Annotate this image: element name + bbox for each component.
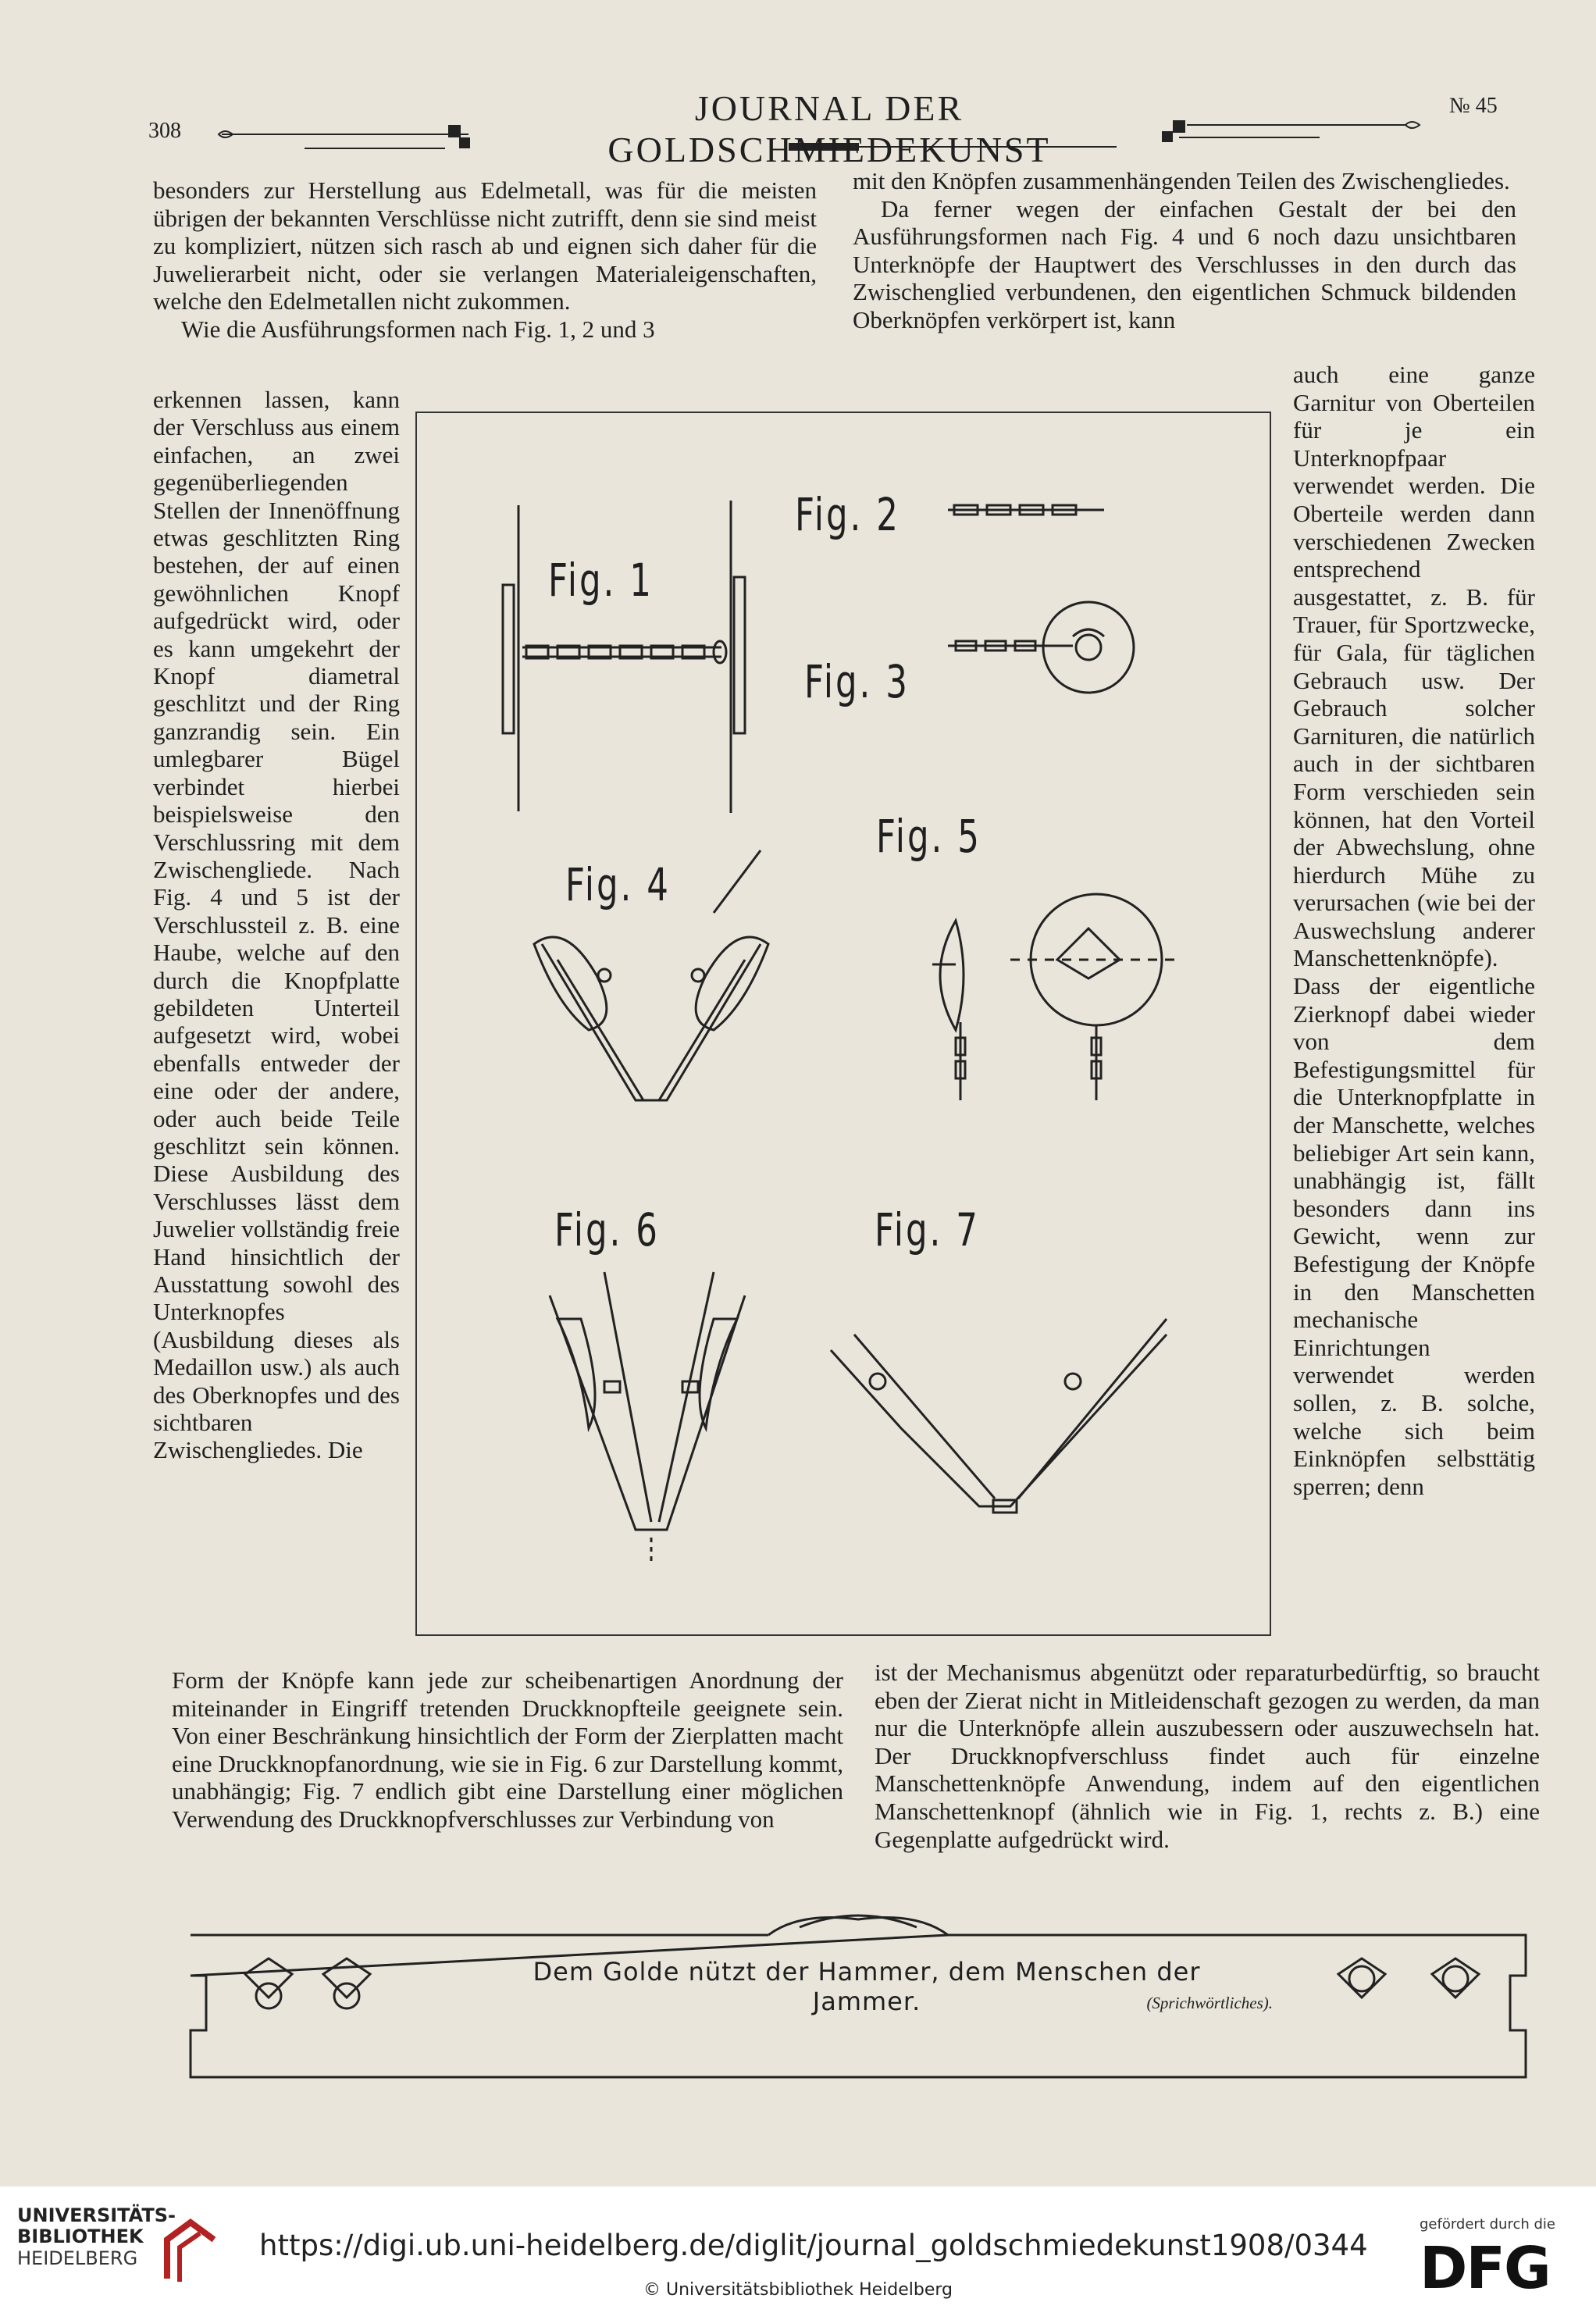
library-name-line1: UNIVERSITÄTS-	[17, 2204, 176, 2226]
paragraph: erkennen lassen, kann der Verschluss aus einem einfachen, an zwei gegenüberliegenden Stellen der Innenöffnung etwas geschlitzten Ring bestehen, der auf einen gewöhnlichen Knopf aufgedrückt wird, oder es kann umgekehrt der Knopf diametral geschlitzt und der Ring ganzrandig sein. Ein umlegbarer Bügel verbindet hierbei beispielsweise den Verschlussring mit dem Zwischengliede. Nach Fig. 4 und 5 ist der Verschlussteil z. B. eine Haube, welche auf den durch die Knopfplatte gebildeten Unterteil aufgesetzt wird, wobei ebenfalls entweder der eine oder der andere, oder auch beide Teile geschlitzt sein können. Diese Ausbildung des Verschlusses lässt dem Juwelier vollständig freie Hand hinsichtlich der Ausstattung sowohl des Unterknopfes (Ausbildung dieses als Medaillon usw.) als auch des Oberknopfes und des sichtbaren Zwischengliedes. Die	[153, 386, 400, 1464]
dfg-logo: DFG	[1420, 2235, 1550, 2302]
right-column-wrap	[1293, 361, 1535, 1500]
paragraph: Form der Knöpfe kann jede zur scheibenartigen Anordnung der miteinander in Eingriff tretenden Druckknopfteile geeignete sein. Von einer Beschränkung hinsichtlich der Form der Zierplatten macht eine Druckknopfanordnung, wie sie in Fig. 6 zur Darstellung kommt, unabhängig; Fig. 7 endlich gibt eine Darstellung einer möglichen Verwendung des Druckknopfverschlusses zur Verbindung von	[172, 1666, 843, 1833]
funded-by-label: gefördert durch die	[1420, 2216, 1555, 2233]
library-logo-icon	[159, 2216, 222, 2286]
motto-source: (Sprichwörtliches).	[1146, 1994, 1273, 2012]
paragraph: Wie die Ausführungsformen nach Fig. 1, 2 und 3	[181, 315, 655, 343]
document-url[interactable]: https://digi.ub.uni-heidelberg.de/diglit/journal_goldschmiedekunst1908/0344	[259, 2229, 1368, 2262]
paragraph: ist der Mechanismus abgenützt oder reparaturbedürftig, so braucht eben der Zierat nicht in Mitleidenschaft gezogen zu werden, da man nur die Unterknöpfe allein auszubessern oder auszuwechseln hat. Der Druckknopfverschluss findet auch für einzelne Manschettenknöpfe Anwendung, indem auf den eigentlichen Manschettenknopf (ähnlich wie in Fig. 1, rechts z. B.) eine Gegenplatte aufgedrückt wird.	[875, 1659, 1540, 1853]
page-number: 308	[148, 119, 181, 143]
journal-title: JOURNAL DER GOLDSCHMIEDEKUNST	[607, 88, 1051, 169]
library-name-line2: BIBLIOTHEK	[17, 2226, 144, 2247]
paragraph: besonders zur Herstellung aus Edelmetall, was für die meisten übrigen der bekannten Verschlüsse nicht zutrifft, denn sie sind meist zu kompliziert, nützen sich rasch ab und eignen sich daher für die Juwelierarbeit nicht, oder sie verlangen Materialeigenschaften, welche den Edelmetallen nicht zukommen.	[153, 176, 817, 315]
figure-label-4: Fig. 4	[565, 858, 671, 911]
issue-number: № 45	[1449, 94, 1498, 118]
figure-label-7: Fig. 7	[875, 1203, 980, 1256]
figure-label-3: Fig. 3	[804, 655, 910, 708]
figure-7-drawing	[831, 1319, 1167, 1513]
library-name	[17, 2205, 176, 2247]
figure-3-drawing	[948, 602, 1134, 693]
figure-5-drawing	[932, 894, 1182, 1100]
figure-6-drawing	[550, 1272, 745, 1561]
left-column-top	[153, 176, 817, 344]
figure-label-5: Fig. 5	[876, 810, 981, 863]
left-column-wrap	[153, 386, 400, 1464]
motto-text: Dem Golde nützt der Hammer, dem Menschen der Jammer.	[533, 1957, 1201, 2016]
left-column-bottom	[172, 1666, 843, 1834]
figure-label-2: Fig. 2	[795, 488, 900, 541]
figure-label-1: Fig. 1	[548, 554, 654, 607]
right-column-top	[853, 167, 1516, 334]
right-column-bottom	[875, 1659, 1540, 1853]
figure-label-6: Fig. 6	[554, 1203, 660, 1256]
patent-drawings	[417, 413, 1273, 1638]
figure-2-drawing	[948, 505, 1104, 515]
paragraph: mit den Knöpfen zusammenhängenden Teilen des Zwischengliedes.	[853, 167, 1510, 194]
paragraph: auch eine ganze Garnitur von Oberteilen für je ein Unterknopfpaar verwendet werden. Die Oberteile werden dann verschiedenen Zwecken entsprechend ausgestattet, z. B. für Trauer, für Sportzwecke, für Gala, für täglichen Gebrauch usw. Der Gebrauch solcher Garnituren, die natürlich auch in der sichtbaren Form verschieden sein können, hat den Vorteil der Abwechslung, ohne hierdurch Mühe zu verursachen (wie bei der Auswechslung anderer Manschettenknöpfe). Dass der eigentliche Zierknopf dabei wieder von dem Befestigungsmittel für die Unterknopfplatte in der Manschette, welches beliebiger Art sein kann, unabhängig ist, fällt besonders dann ins Gewicht, wenn zur Befestigung der Knöpfe in den Manschetten mechanische Einrichtungen verwendet werden sollen, z. B. solche, welche sich beim Einknöpfen selbsttätig sperren; denn	[1293, 361, 1535, 1500]
library-city: HEIDELBERG	[17, 2247, 138, 2269]
figure-plate	[415, 412, 1271, 1636]
figure-1-drawing	[503, 501, 745, 813]
paragraph: Da ferner wegen der einfachen Gestalt der bei den Ausführungsformen nach Fig. 4 und 6 noch dazu unsichtbaren Unterknöpfe der Hauptwert des Verschlusses in den durch das Zwischenglied verbundenen, den eigentlichen Schmuck bildenden Oberknöpfen verkörpert ist, kann	[853, 194, 1516, 333]
copyright-notice: © Universitätsbibliothek Heidelberg	[643, 2280, 953, 2300]
